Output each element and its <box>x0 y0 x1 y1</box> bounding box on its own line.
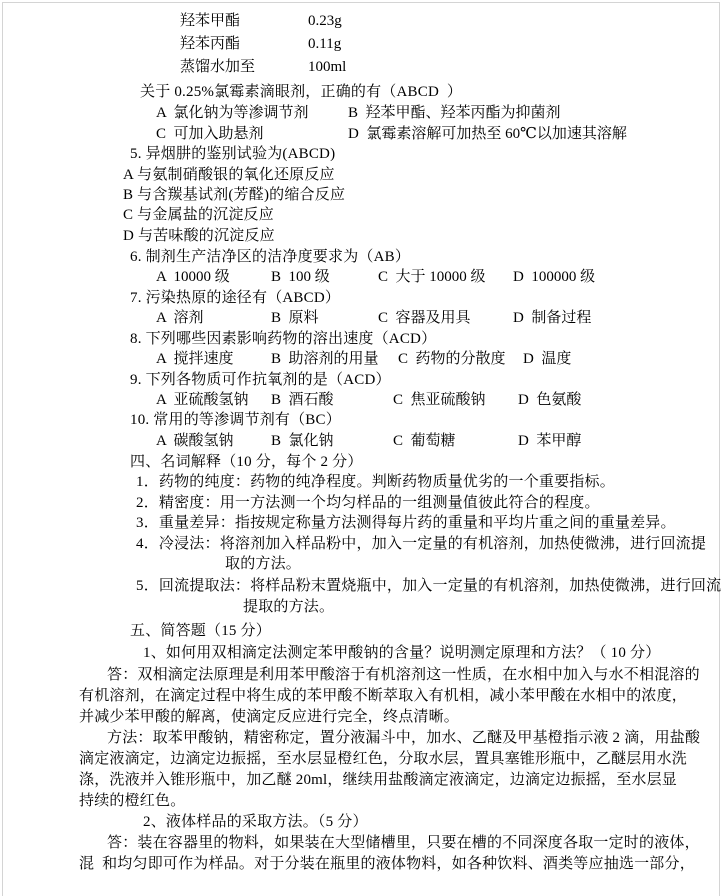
q7-option-a: A 溶剂 <box>156 310 204 326</box>
q6-option-a: A 10000 级 <box>156 269 230 285</box>
q10-option-d: D 苯甲醇 <box>518 433 582 449</box>
q4-option-d: D 氯霉素溶解可加热至 60℃以加速其溶解 <box>348 126 627 142</box>
q10-option-row <box>3 432 703 451</box>
q7-option-c: C 容器及用具 <box>378 310 471 326</box>
document-page <box>2 2 720 896</box>
section4-heading: 四、名词解释（10 分，每个 2 分） <box>130 454 363 470</box>
method1-line: 涤，洗液并入锥形瓶中，加乙醚 20ml，继续用盐酸滴定液滴定，边滴定边振摇，至水层显 <box>79 772 677 788</box>
q5-option-c: C 与金属盐的沉淀反应 <box>123 207 274 223</box>
q6-option-d: D 100000 级 <box>513 269 596 285</box>
q8-option-a: A 搅拌速度 <box>156 351 234 367</box>
definition-item-5: 5．回流提取法：将样品粉末置烧瓶中，加入一定量的有机溶剂，加热使微沸，进行回流 <box>136 578 722 594</box>
definition-item-3: 3．重量差异：指按规定称量方法测得每片药的重量和平均片重之间的重量差异。 <box>136 515 676 531</box>
answer1-line: 有机溶剂，在滴定过程中将生成的苯甲酸不断萃取入有机相，减小苯甲酸在水相中的浓度， <box>79 688 688 704</box>
q10-option-b: B 氯化钠 <box>271 433 334 449</box>
q8-option-row <box>3 350 703 369</box>
definition-item-4-continuation: 取的方法。 <box>225 556 302 572</box>
definition-item-2: 2．精密度：用一方法测一个均匀样品的一组测量值彼此符合的程度。 <box>136 495 600 511</box>
prescription-label: 蒸馏水加至 <box>180 59 256 75</box>
prescription-row <box>3 58 703 77</box>
q7-option-b: B 原料 <box>271 310 319 326</box>
prescription-value: 100ml <box>308 59 347 75</box>
q7-stem: 7. 污染热原的途径有（ABCD） <box>130 290 341 306</box>
q6-option-row <box>3 268 703 287</box>
q5-stem: 5. 异烟肼的鉴别试验为(ABCD) <box>130 146 336 162</box>
short-question-1: 1、如何用双相滴定法测定苯甲酸钠的含量？说明测定原理和方法？（ 10 分） <box>143 645 661 661</box>
q8-option-c: C 药物的分散度 <box>398 351 506 367</box>
q5-option-a: A 与氨制硝酸银的氧化还原反应 <box>123 167 335 183</box>
q8-option-d: D 温度 <box>523 351 572 367</box>
section5-heading: 五、简答题（15 分） <box>130 623 271 639</box>
q6-option-b: B 100 级 <box>271 269 330 285</box>
q6-option-c: C 大于 10000 级 <box>378 269 486 285</box>
prescription-value: 0.23g <box>308 13 342 29</box>
q7-option-row <box>3 309 703 328</box>
prescription-row <box>3 35 703 54</box>
q4-option-row <box>3 125 703 144</box>
q9-option-d: D 色氨酸 <box>518 392 582 408</box>
q8-stem: 8. 下列哪些因素影响药物的溶出速度（ACD） <box>130 331 437 347</box>
q10-option-a: A 碳酸氢钠 <box>156 433 234 449</box>
q4-option-a: A 氯化钠为等渗调节剂 <box>156 105 309 121</box>
q4-option-c: C 可加入助悬剂 <box>156 126 264 142</box>
definition-item-4: 4．冷浸法：将溶剂加入样品粉中，加入一定量的有机溶剂，加热使微沸，进行回流提 <box>136 536 707 552</box>
method1-line: 持续的橙红色。 <box>79 793 186 809</box>
definition-item-5-continuation: 提取的方法。 <box>243 599 335 615</box>
definition-item-1: 1．药物的纯度：药物的纯净程度。判断药物质量优劣的一个重要指标。 <box>136 474 615 490</box>
q9-option-c: C 焦亚硫酸钠 <box>393 392 486 408</box>
answer1-line: 答：双相滴定法原理是利用苯甲酸溶于有机溶剂这一性质，在水相中加入与水不相混溶的 <box>107 667 700 683</box>
q6-stem: 6. 制剂生产洁净区的洁净度要求为（AB） <box>130 249 411 265</box>
q4-option-row <box>3 104 703 123</box>
q10-option-c: C 葡萄糖 <box>393 433 456 449</box>
q7-option-d: D 制备过程 <box>513 310 592 326</box>
prescription-value: 0.11g <box>308 36 342 52</box>
q8-option-b: B 助溶剂的用量 <box>271 351 379 367</box>
answer1-line: 并减少苯甲酸的解离，使滴定反应进行完全，终点清晰。 <box>79 709 460 725</box>
prescription-label: 羟苯丙酯 <box>180 36 241 52</box>
answer2-line: 答：装在容器里的物料，如果装在大型储槽里，只要在槽的不同深度各取一定时的液体， <box>107 835 700 851</box>
q5-option-d: D 与苦味酸的沉淀反应 <box>123 228 275 244</box>
answer2-line: 混 和均匀即可作为样品。对于分装在瓶里的液体物料，如各种饮料、酒类等应抽选一部分， <box>79 856 695 872</box>
method1-line: 滴定液滴定，边滴定边振摇，至水层显橙红色，分取水层，置具塞锥形瓶中，乙醚层用水洗 <box>79 751 688 767</box>
q9-option-a: A 亚硫酸氢钠 <box>156 392 249 408</box>
q9-option-b: B 酒石酸 <box>271 392 334 408</box>
q5-option-b: B 与含羰基试剂(芳醛)的缩合反应 <box>123 187 346 203</box>
q9-option-row <box>3 391 703 410</box>
q4-option-b: B 羟苯甲酯、羟苯丙酯为抑菌剂 <box>348 105 561 121</box>
method1-line: 方法：取苯甲酸钠，精密称定，置分液漏斗中，加水、乙醚及甲基橙指示液 2 滴，用盐酸 <box>107 730 701 746</box>
prescription-label: 羟苯甲酯 <box>180 13 241 29</box>
prescription-row <box>3 12 703 31</box>
q9-stem: 9. 下列各物质可作抗氧剂的是（ACD） <box>130 372 391 388</box>
q4-stem: 关于 0.25%氯霉素滴眼剂，正确的有（ABCD ） <box>140 84 463 100</box>
q10-stem: 10. 常用的等渗调节剂有（BC） <box>130 412 341 428</box>
short-question-2: 2、液体样品的采取方法。（5 分） <box>143 814 368 830</box>
